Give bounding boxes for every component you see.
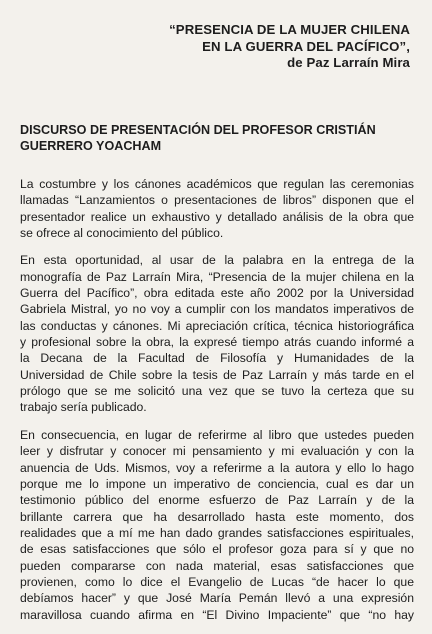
- paragraph-1: [20, 176, 414, 241]
- text-line: las conductas y cánones. Mi apreciación crítica, técnica historiográfica: [20, 318, 414, 333]
- text-line: la Decana de la Facultad de Filosofía y Humanidades de la: [20, 351, 414, 366]
- paragraph-2: [20, 252, 414, 415]
- book-title-line-2: EN LA GUERRA DEL PACÍFICO”,: [202, 38, 410, 54]
- text-line: Guerra del Pacífico”, obra editada este año 2002 por la Universidad: [20, 286, 414, 301]
- text-line: se ofrece al conocimiento del público.: [20, 226, 224, 241]
- text-line: Universidad de Chile sobre la tesis de Paz Larraín y más tarde en el: [20, 367, 414, 382]
- text-line: porque me lo impone un imperativo de conciencia, cual es dar un: [20, 476, 414, 491]
- text-line: pueden compararse con nada material, esas satisfacciones que: [20, 558, 414, 573]
- text-line: realidades que a mí me han dado grandes satisfacciones espirituales,: [20, 525, 414, 540]
- text-line: En consecuencia, en lugar de referirme al libro que ustedes pueden: [20, 427, 414, 442]
- section-heading: [20, 122, 415, 154]
- text-line: Gabriela Mistral, yo no voy a cumplir con los mandatos imperativos de: [20, 302, 414, 317]
- text-line: monografía de Paz Larraín Mira, “Presencia de la mujer chilena en la: [20, 269, 414, 284]
- text-line: y profesional sobre la obra, la expresé tiempo atrás cuando informé a: [20, 335, 414, 350]
- section-heading-line-1: DISCURSO DE PRESENTACIÓN DEL PROFESOR CRISTIÁN: [20, 123, 376, 137]
- text-line: En esta oportunidad, al usar de la palabra en la entrega de la: [20, 253, 414, 268]
- paragraph-3: [20, 427, 414, 623]
- text-line: debíamos hacer” y que José María Pemán llevó a una expresión: [20, 591, 414, 606]
- speech-body: [20, 176, 414, 634]
- text-line: leer y disfrutar y conocer mi pensamiento y mi evaluación y con la: [20, 444, 414, 459]
- section-heading-line-2: GUERRERO YOACHAM: [20, 139, 162, 153]
- text-line: prólogo que se me solicitó una vez que se tuvo la certeza que su: [20, 384, 414, 399]
- text-line: presentador realice un exhaustivo y detallado análisis de la obra que: [20, 209, 414, 224]
- text-line: brillante carrera que ha desarrollado hasta este momento, dos: [20, 509, 414, 524]
- text-line: anuencia de Uds. Mismos, voy a referirme a la autora y ello lo hago: [20, 460, 414, 475]
- book-author-line: de Paz Larraín Mira: [287, 55, 410, 70]
- text-line: provienen, como lo dice el Evangelio de Lucas “de hacer lo que: [20, 574, 414, 589]
- text-line: de esas satisfacciones que sólo el profesor goza para sí y que no: [20, 542, 414, 557]
- text-line: maravillosa cuando afirma en “El Divino Impaciente” que “no hay: [20, 607, 414, 622]
- text-line: llamadas “Lanzamientos o presentaciones de libros” disponen que el: [20, 193, 414, 208]
- text-line: testimonio público del enorme esfuerzo de Paz Larraín y de la: [20, 493, 414, 508]
- text-line: La costumbre y los cánones académicos que regulan las ceremonias: [20, 177, 414, 191]
- text-line: trabajo sería publicado.: [20, 400, 147, 415]
- book-title-block: [169, 22, 410, 72]
- book-title-line-1: “PRESENCIA DE LA MUJER CHILENA: [169, 22, 410, 37]
